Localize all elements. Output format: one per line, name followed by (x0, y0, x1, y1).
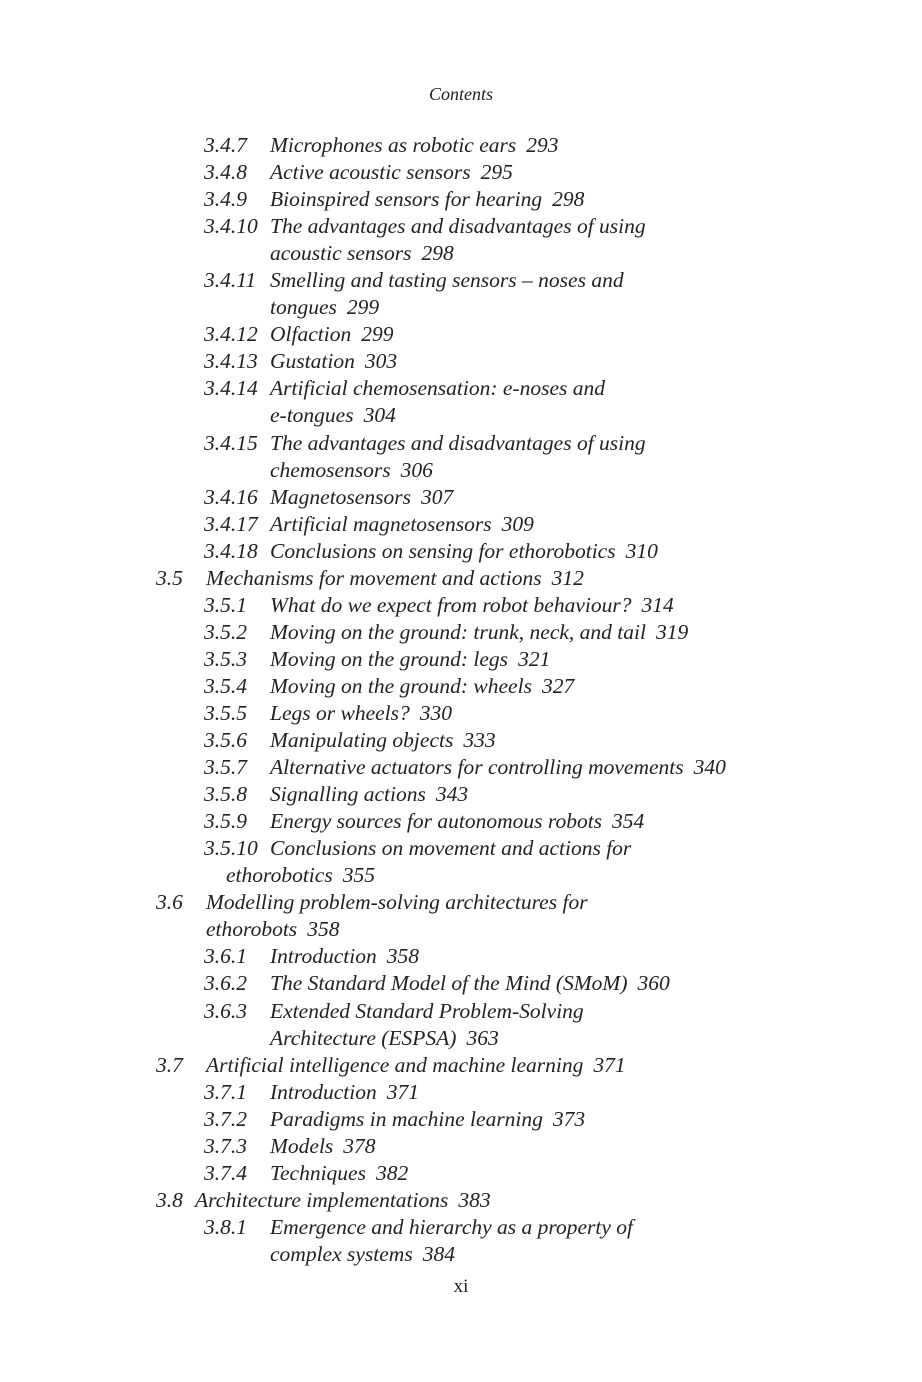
toc-entry (0, 835, 922, 889)
toc-entry-title-text: Artificial chemosensation: e-noses and (270, 376, 605, 401)
toc-entry-page: 383 (458, 1187, 491, 1212)
toc-entry (0, 348, 922, 375)
toc-entry-number: 3.4.12 (204, 322, 258, 347)
toc-entry-title-text: Mechanisms for movement and actions (206, 565, 542, 590)
toc-entry (0, 1079, 922, 1106)
toc-entry-title (270, 267, 624, 294)
toc-entry-title (270, 754, 726, 781)
toc-entry-continuation (270, 1241, 455, 1268)
toc-entry (0, 565, 922, 592)
toc-entry-continuation-text: tongues (270, 295, 337, 320)
toc-entry-title-text: The advantages and disadvantages of using (270, 430, 646, 455)
toc-entry-title-text: Signalling actions (270, 782, 426, 807)
toc-entry-title-text: Moving on the ground: legs (270, 646, 509, 671)
toc-entry-continuation-text: e-tongues (270, 403, 354, 428)
toc-entry-number: 3.4.9 (204, 187, 247, 212)
toc-entry-title (195, 1187, 491, 1214)
toc-entry (0, 889, 922, 943)
toc-entry-number: 3.4.8 (204, 160, 247, 185)
toc-entry (0, 970, 922, 997)
toc-entry-page: 378 (343, 1133, 376, 1158)
toc-entry-page: 330 (419, 700, 452, 725)
toc-entry-title (206, 889, 588, 916)
toc-entry-number: 3.6 (156, 890, 183, 915)
toc-entry-title-text: Bioinspired sensors for hearing (270, 187, 543, 212)
toc-entry-title (270, 700, 452, 727)
toc-entry-continuation-text: ethorobots (206, 917, 298, 942)
toc-entry-title (270, 1133, 376, 1160)
toc-entry-title-text: Gustation (270, 349, 355, 374)
toc-entry (0, 484, 922, 511)
toc-entry-page: 295 (480, 160, 513, 185)
toc-entry (0, 132, 922, 159)
toc-entry-page: 358 (386, 944, 419, 969)
toc-entry-title (270, 321, 393, 348)
toc-entry-title-text: The Standard Model of the Mind (SMoM) (270, 971, 628, 996)
toc-entry-page: 299 (361, 322, 394, 347)
toc-entry-title-text: Smelling and tasting sensors – noses and (270, 268, 624, 293)
toc-entry-page: 384 (422, 1241, 455, 1266)
toc-entry-title (270, 511, 534, 538)
toc-entry (0, 727, 922, 754)
toc-entry (0, 700, 922, 727)
toc-entry-page: 314 (641, 592, 674, 617)
toc-entry-title (270, 727, 496, 754)
toc-entry-number: 3.7 (156, 1052, 183, 1077)
toc-entry-continuation (206, 916, 339, 943)
toc-entry-title (270, 132, 558, 159)
toc-entry-title (270, 808, 644, 835)
toc-entry-number: 3.6.2 (204, 971, 247, 996)
toc-entry-number: 3.8 (156, 1187, 183, 1212)
toc-entry-title (270, 673, 574, 700)
toc-entry-title-text: Models (270, 1133, 334, 1158)
toc-entry-title-text: Active acoustic sensors (270, 160, 471, 185)
toc-entry-title (206, 1052, 626, 1079)
toc-entry-number: 3.5.8 (204, 782, 247, 807)
toc-entry-title (206, 565, 584, 592)
toc-entry-title (270, 430, 646, 457)
toc-entry (0, 186, 922, 213)
toc-entry-title-text: Magnetosensors (270, 484, 411, 509)
toc-entry-page: 382 (375, 1160, 409, 1185)
toc-entry-number: 3.4.17 (204, 511, 258, 536)
toc-entry-title (270, 348, 397, 375)
toc-entry (0, 754, 922, 781)
toc-entry-page: 355 (342, 863, 375, 888)
toc-entry-continuation (226, 862, 375, 889)
toc-entry (0, 1052, 922, 1079)
toc-entry (0, 375, 922, 429)
toc-entry-page: 373 (552, 1106, 586, 1131)
toc-entry-page: 312 (551, 565, 584, 590)
toc-entry-number: 3.5.3 (204, 646, 247, 671)
toc-entry-title (270, 970, 670, 997)
toc-entry-title (270, 375, 605, 402)
toc-entry (0, 781, 922, 808)
toc-entry-title (270, 592, 674, 619)
toc-entry-title (270, 781, 468, 808)
toc-entry (0, 1133, 922, 1160)
toc-entry-page: 321 (518, 646, 551, 671)
toc-entry-page: 360 (637, 971, 670, 996)
toc-entry-title (270, 619, 688, 646)
toc-entry-page: 298 (552, 187, 585, 212)
toc-entry-title-text: Moving on the ground: trunk, neck, and tail (270, 619, 646, 644)
toc-entry-page: 298 (421, 241, 454, 266)
toc-entry (0, 430, 922, 484)
toc-entry-page: 310 (625, 538, 658, 563)
toc-entry-continuation (270, 294, 379, 321)
toc-entry-number: 3.4.14 (204, 376, 258, 401)
toc-entry-title-text: Introduction (270, 944, 377, 969)
toc-entry (0, 673, 922, 700)
toc-entry-title-text: Introduction (270, 1079, 377, 1104)
toc-entry-title-text: What do we expect from robot behaviour? (270, 592, 632, 617)
toc-entry-title (270, 1160, 408, 1187)
toc-entry-number: 3.5.1 (204, 592, 247, 617)
toc-entry-number: 3.5.5 (204, 700, 247, 725)
toc-entry-continuation (270, 457, 433, 484)
toc-entry-number: 3.4.11 (204, 268, 257, 293)
toc-entry-number: 3.5.4 (204, 673, 247, 698)
toc-entry-number: 3.5.7 (204, 755, 247, 780)
toc-entry-page: 327 (541, 673, 575, 698)
toc-entry-number: 3.4.10 (204, 214, 258, 239)
toc-entry-title (270, 213, 646, 240)
toc-entry-page: 306 (400, 457, 433, 482)
toc-entry-title-text: Manipulating objects (270, 728, 454, 753)
toc-entry (0, 808, 922, 835)
toc-entry (0, 943, 922, 970)
toc-entry-number: 3.4.7 (204, 133, 247, 157)
toc-entry-title (270, 943, 419, 970)
toc-entry-page: 358 (307, 917, 340, 942)
toc-entry-number: 3.5.9 (204, 809, 247, 834)
toc-entry (0, 538, 922, 565)
toc-entry-title (270, 835, 631, 862)
toc-entry-page: 363 (466, 1025, 499, 1050)
toc-entry-title-text: Emergence and hierarchy as a property of (270, 1214, 634, 1239)
toc-entry-title (270, 646, 550, 673)
toc-entry-number: 3.7.4 (204, 1160, 247, 1185)
toc-entry-number: 3.4.13 (204, 349, 258, 374)
toc-entry-title (270, 1106, 585, 1133)
toc-entry-page: 340 (693, 755, 726, 780)
toc-entry-page: 371 (386, 1079, 419, 1104)
toc-entry-title-text: Microphones as robotic ears (270, 133, 517, 157)
toc-entry-page: 309 (501, 511, 534, 536)
toc-entry-title (270, 1079, 419, 1106)
toc-entry-page: 307 (420, 484, 454, 509)
toc-entry (0, 213, 922, 267)
toc-entry-title-text: Artificial magnetosensors (270, 511, 492, 536)
toc-entry-title-text: Conclusions on sensing for ethorobotics (270, 538, 616, 563)
toc-entry-page: 293 (526, 133, 559, 157)
toc-entry-page: 371 (593, 1052, 626, 1077)
toc-entry (0, 159, 922, 186)
toc-entry-title-text: Techniques (270, 1160, 366, 1185)
toc-entry (0, 1187, 922, 1214)
toc-entry-continuation-text: complex systems (270, 1241, 413, 1266)
toc-entry-number: 3.8.1 (204, 1214, 247, 1239)
toc-entry-title (270, 998, 584, 1025)
toc-entry-title-text: Paradigms in machine learning (270, 1106, 543, 1131)
toc-entry-page: 333 (463, 728, 496, 753)
toc-entry-title-text: Alternative actuators for controlling movements (270, 755, 684, 780)
toc-entry-number: 3.5.2 (204, 619, 247, 644)
toc-entry-title-text: Architecture implementations (195, 1187, 449, 1212)
toc-entry-page: 354 (612, 809, 645, 834)
toc-entry-page: 303 (364, 349, 398, 374)
toc-entry-page: 304 (363, 403, 396, 428)
toc-entry-number: 3.4.16 (204, 484, 258, 509)
toc-entry-number: 3.7.2 (204, 1106, 247, 1131)
toc-entry (0, 998, 922, 1052)
toc-entry-number: 3.6.1 (204, 944, 247, 969)
running-head: Contents (428, 84, 493, 104)
toc-entry-title-text: The advantages and disadvantages of using (270, 214, 646, 239)
toc-entry-number: 3.6.3 (204, 998, 247, 1023)
toc-entry (0, 321, 922, 348)
toc-entry-title-text: Olfaction (270, 322, 352, 347)
toc-entry-number: 3.5.10 (204, 836, 258, 861)
toc-entry-title (270, 538, 658, 565)
toc-entry (0, 511, 922, 538)
toc-entry-title-text: Extended Standard Problem-Solving (270, 998, 584, 1023)
toc-entry-continuation-text: chemosensors (270, 457, 391, 482)
toc-entry-title-text: Conclusions on movement and actions for (270, 836, 632, 861)
toc-entry (0, 592, 922, 619)
toc-entry-title-text: Modelling problem-solving architectures for (206, 890, 588, 915)
toc-entry-title (270, 484, 453, 511)
toc-entry (0, 619, 922, 646)
toc-entry (0, 646, 922, 673)
toc-entry-number: 3.5 (156, 565, 183, 590)
toc-entry-title (270, 186, 584, 213)
toc-entry (0, 1106, 922, 1133)
toc-entry-page: 319 (655, 619, 689, 644)
toc-entry-number: 3.7.1 (204, 1079, 247, 1104)
toc-entry-title-text: Artificial intelligence and machine learning (206, 1052, 584, 1077)
table-of-contents (0, 132, 922, 1268)
toc-entry-continuation-text: Architecture (ESPSA) (270, 1025, 457, 1050)
toc-entry-number: 3.4.18 (204, 538, 258, 563)
toc-entry-title-text: Energy sources for autonomous robots (270, 809, 603, 834)
toc-entry (0, 1160, 922, 1187)
toc-entry-number: 3.5.6 (204, 728, 247, 753)
toc-entry-number: 3.4.15 (204, 430, 258, 455)
toc-entry (0, 267, 922, 321)
toc-entry-continuation (270, 402, 396, 429)
toc-entry-title-text: Legs or wheels? (270, 700, 410, 725)
toc-entry-title-text: Moving on the ground: wheels (270, 673, 532, 698)
toc-entry-page: 343 (435, 782, 469, 807)
toc-entry-title (270, 159, 513, 186)
toc-entry-page: 299 (346, 295, 380, 320)
toc-entry-title (270, 1214, 633, 1241)
toc-entry-continuation (270, 1025, 499, 1052)
page-number: xi (453, 1276, 469, 1297)
toc-entry-continuation-text: acoustic sensors (270, 241, 412, 266)
toc-entry (0, 1214, 922, 1268)
toc-entry-number: 3.7.3 (204, 1133, 247, 1158)
toc-entry-continuation (270, 240, 454, 267)
toc-entry-continuation-text: ethorobotics (226, 863, 333, 888)
